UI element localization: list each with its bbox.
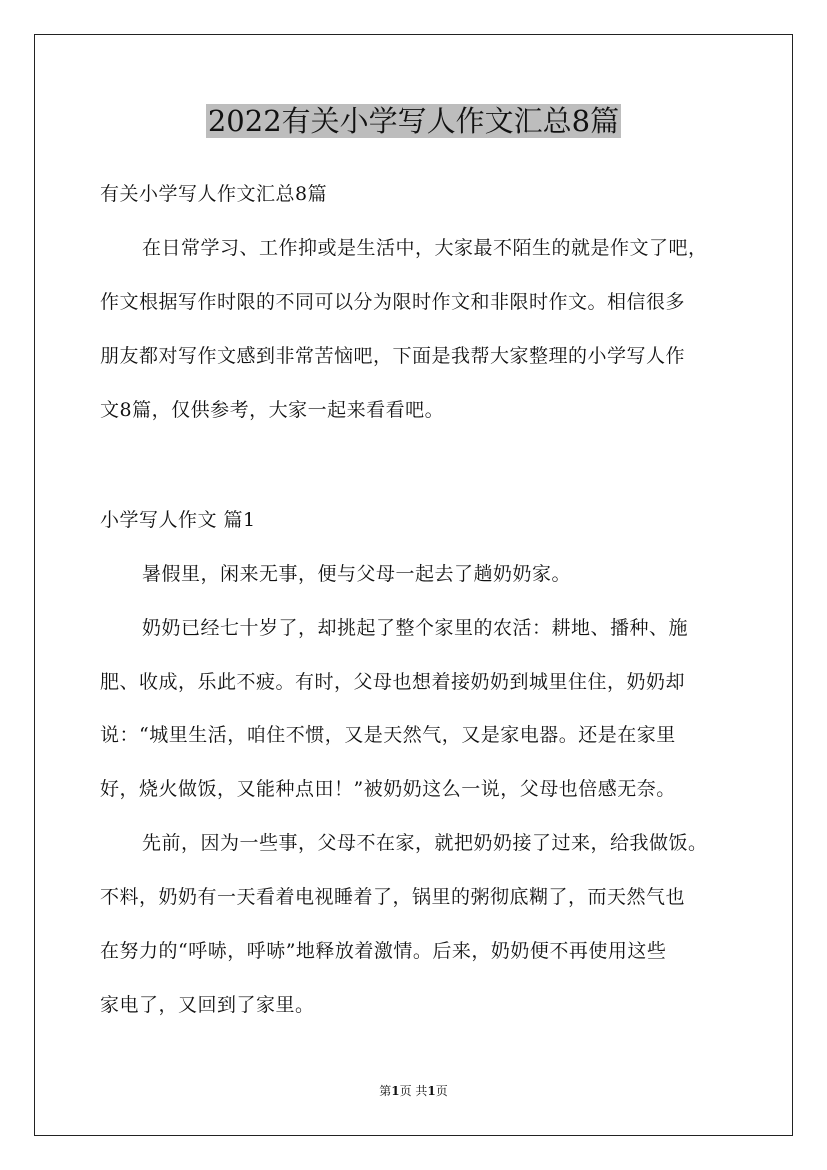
- paragraph-line: 作文根据写作时限的不同可以分为限时作文和非限时作文。相信很多: [100, 291, 686, 313]
- paragraph-line: 先前，因为一些事，父母不在家，就把奶奶接了过来，给我做饭。: [142, 832, 708, 854]
- section-heading: 小学写人作文 篇1: [100, 509, 256, 531]
- page-total: 1: [427, 1084, 436, 1098]
- page-number: 1: [391, 1084, 400, 1098]
- page-prefix: 第: [379, 1084, 392, 1098]
- document-title-text: 2022有关小学写人作文汇总8篇: [207, 104, 620, 138]
- paragraph-line: 暑假里，闲来无事，便与父母一起去了趟奶奶家。: [142, 563, 572, 585]
- paragraph-line: 肥、收成，乐此不疲。有时，父母也想着接奶奶到城里住住，奶奶却: [100, 671, 686, 693]
- paragraph-line: 不料，奶奶有一天看着电视睡着了，锅里的粥彻底糊了，而天然气也: [100, 886, 686, 908]
- paragraph-line: 说：“城里生活，咱住不惯，又是天然气，又是家电器。还是在家里: [100, 724, 676, 746]
- page-mid: 页 共: [399, 1084, 428, 1098]
- paragraph-line: 好，烧火做饭，又能种点田！”被奶奶这么一说，父母也倍感无奈。: [100, 778, 676, 800]
- document-title: [0, 98, 827, 144]
- subtitle: 有关小学写人作文汇总8篇: [100, 183, 328, 205]
- paragraph-line: 在努力的“呼哧，呼哧”地释放着激情。后来，奶奶便不再使用这些: [100, 940, 667, 962]
- paragraph-line: 在日常学习、工作抑或是生活中，大家最不陌生的就是作文了吧，: [142, 237, 708, 259]
- paragraph-line: 文8篇，仅供参考，大家一起来看看吧。: [100, 399, 445, 421]
- paragraph-line: 奶奶已经七十岁了，却挑起了整个家里的农活：耕地、播种、施: [142, 617, 689, 639]
- page-suffix: 页: [435, 1084, 448, 1098]
- paragraph-line: 朋友都对写作文感到非常苦恼吧，下面是我帮大家整理的小学写人作: [100, 345, 686, 367]
- page-footer: [0, 1082, 827, 1099]
- paragraph-line: 家电了，又回到了家里。: [100, 994, 315, 1016]
